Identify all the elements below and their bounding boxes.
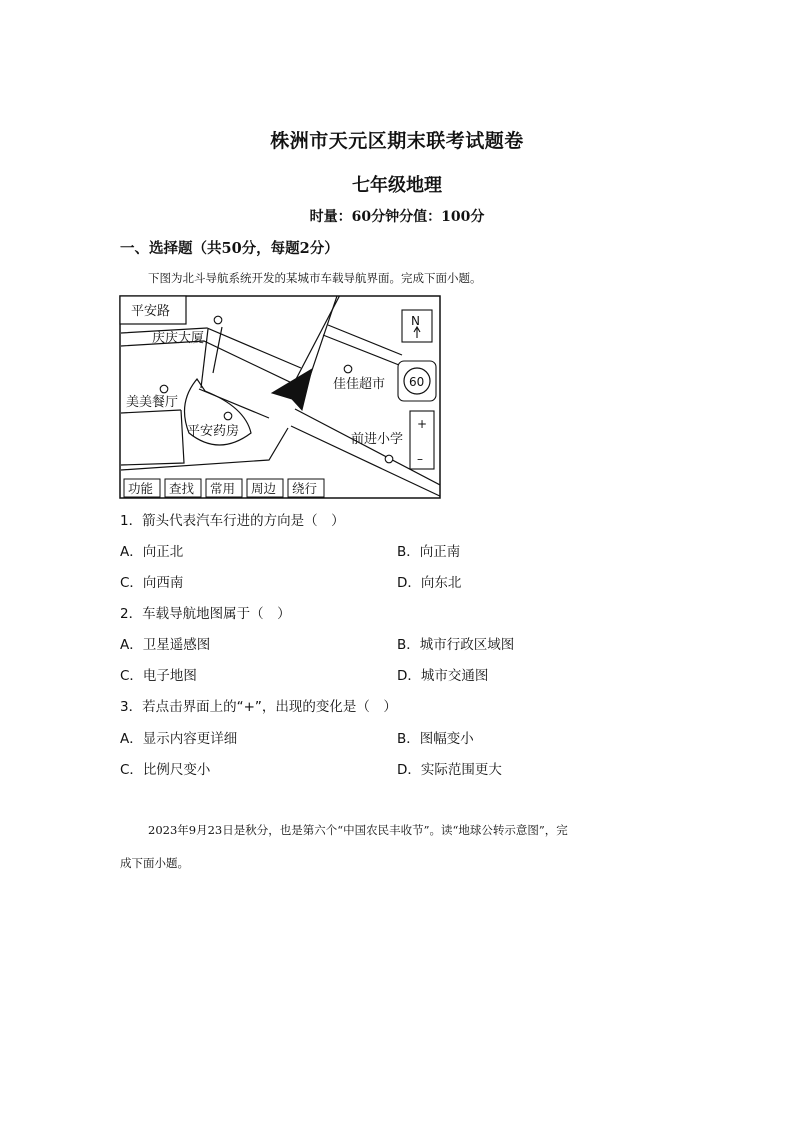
question-1-option-c: C．向西南 xyxy=(120,575,184,591)
exam-subtitle: 七年级地理 xyxy=(352,175,442,196)
place-marker xyxy=(385,455,393,463)
frequent-button-label[interactable]: 常用 xyxy=(210,481,236,496)
section-heading: 一、选择题（共50分，每题2分） xyxy=(120,240,339,257)
section-intro: 下图为北斗导航系统开发的某城市车载导航界面。完成下面小题。 xyxy=(148,271,482,285)
question-1-option-b: B．向正南 xyxy=(397,544,461,560)
place-label-qingqing: 庆庆大厦 xyxy=(152,331,205,346)
place-label-pharmacy: 平安药房 xyxy=(187,424,240,439)
question-3-stem: 3．若点击界面上的“+”，出现的变化是（ ） xyxy=(120,699,397,715)
place-marker xyxy=(344,365,352,373)
map-button-bar xyxy=(124,479,324,497)
question-3-option-b: B．图幅变小 xyxy=(397,731,474,747)
passage-line-1: 2023年9月23日是秋分，也是第六个“中国农民丰收节”。读“地球公转示意图”，完 xyxy=(148,823,568,837)
question-3-option-d: D．实际范围更大 xyxy=(397,762,502,778)
nearby-button-label[interactable]: 周边 xyxy=(251,481,277,496)
navigation-map xyxy=(119,295,441,499)
exam-title: 株洲市天元区期末联考试题卷 xyxy=(270,130,524,152)
exam-meta: 时量：60分钟分值：100分 xyxy=(309,209,485,225)
question-1-option-d: D．向东北 xyxy=(397,575,462,591)
zoom-out-button[interactable]: – xyxy=(417,452,423,466)
place-label-jiajia: 佳佳超市 xyxy=(333,377,386,392)
passage-line-2: 成下面小题。 xyxy=(120,856,189,870)
place-marker xyxy=(224,412,232,420)
detour-button-label[interactable]: 绕行 xyxy=(292,481,318,496)
question-3-option-a: A．显示内容更详细 xyxy=(120,731,238,747)
question-2-option-a: A．卫星遥感图 xyxy=(120,637,211,653)
place-label-meimei: 美美餐厅 xyxy=(126,395,179,410)
zoom-in-button[interactable]: + xyxy=(417,417,428,431)
place-label-qianjin: 前进小学 xyxy=(351,432,404,447)
question-3-option-c: C．比例尺变小 xyxy=(120,762,211,778)
search-button-label[interactable]: 查找 xyxy=(169,481,195,496)
road-label: 平安路 xyxy=(131,304,171,319)
question-2-option-c: C．电子地图 xyxy=(120,668,197,684)
question-1-option-a: A．向正北 xyxy=(120,544,184,560)
place-marker xyxy=(214,316,222,324)
navigation-map-figure xyxy=(119,295,441,499)
compass-north-label: N xyxy=(411,314,420,328)
question-1-stem: 1．箭头代表汽车行进的方向是（ ） xyxy=(120,513,345,529)
function-button-label[interactable]: 功能 xyxy=(128,481,154,496)
speed-limit-value: 60 xyxy=(409,375,425,389)
question-2-option-d: D．城市交通图 xyxy=(397,668,489,684)
place-marker xyxy=(160,385,168,393)
question-2-option-b: B．城市行政区域图 xyxy=(397,637,515,653)
question-2-stem: 2．车载导航地图属于（ ） xyxy=(120,606,291,622)
